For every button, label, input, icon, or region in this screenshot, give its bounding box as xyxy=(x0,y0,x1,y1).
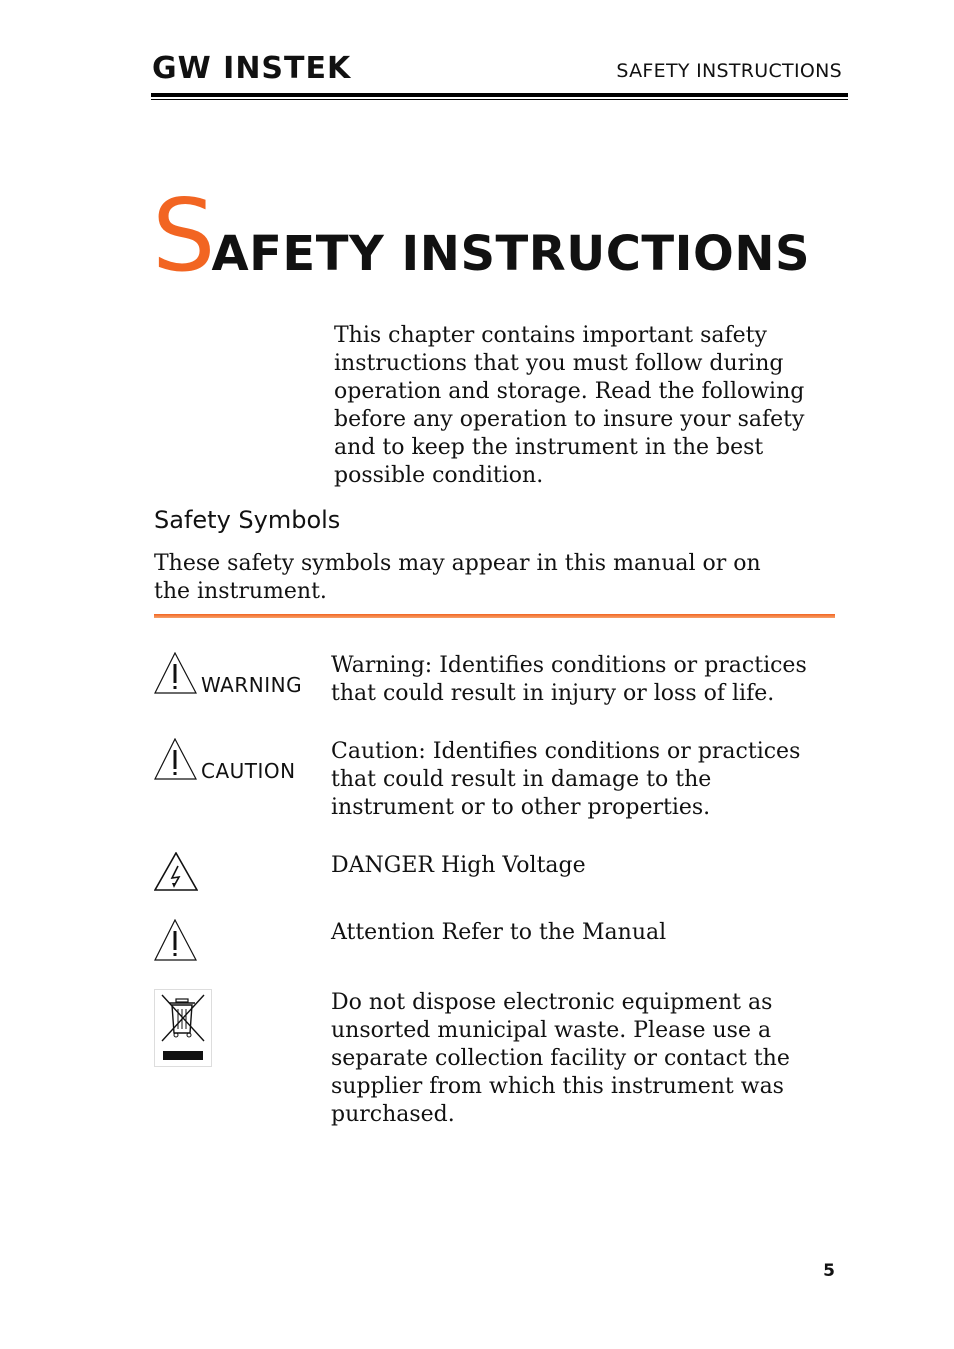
chapter-title xyxy=(152,177,811,294)
high-voltage-icon xyxy=(154,852,198,892)
section-intro: These safety symbols may appear in this manual or on the instrument. xyxy=(154,551,761,604)
warning-triangle-icon xyxy=(154,652,198,696)
gw-instek-logo xyxy=(152,52,351,86)
high-voltage-description: DANGER High Voltage xyxy=(331,853,586,878)
crossed-out-bin-icon xyxy=(154,989,212,1067)
header-rule-thin xyxy=(151,99,848,100)
running-header-title: SAFETY INSTRUCTIONS xyxy=(616,60,842,82)
section-heading: Safety Symbols xyxy=(154,506,341,534)
chapter-title-initial: S xyxy=(152,177,212,294)
section-divider xyxy=(154,614,835,618)
caution-description: Caution: Identifies conditions or practices that could result in damage to the instrument or to other properties. xyxy=(331,739,801,820)
caution-label: CAUTION xyxy=(201,759,296,783)
disposal-description: Do not dispose electronic equipment as unsorted municipal waste. Please use a separate collection facility or contact the supplier from which this instrument was purchased. xyxy=(331,990,790,1127)
chapter-title-rest: AFETY INSTRUCTIONS xyxy=(211,226,811,282)
attention-description: Attention Refer to the Manual xyxy=(331,920,667,945)
header-rule xyxy=(151,93,848,97)
page-number: 5 xyxy=(823,1261,835,1281)
caution-triangle-icon xyxy=(154,738,198,782)
logo-text: GW INSTEK xyxy=(152,51,352,86)
warning-description: Warning: Identifies conditions or practices that could result in injury or loss of life. xyxy=(331,653,807,706)
chapter-intro: This chapter contains important safety instructions that you must follow during operation and storage. Read the following before any operation to insure your safety and to keep the instrument in the best possible condition. xyxy=(334,323,805,488)
attention-icon xyxy=(154,919,198,963)
warning-label: WARNING xyxy=(201,673,303,697)
